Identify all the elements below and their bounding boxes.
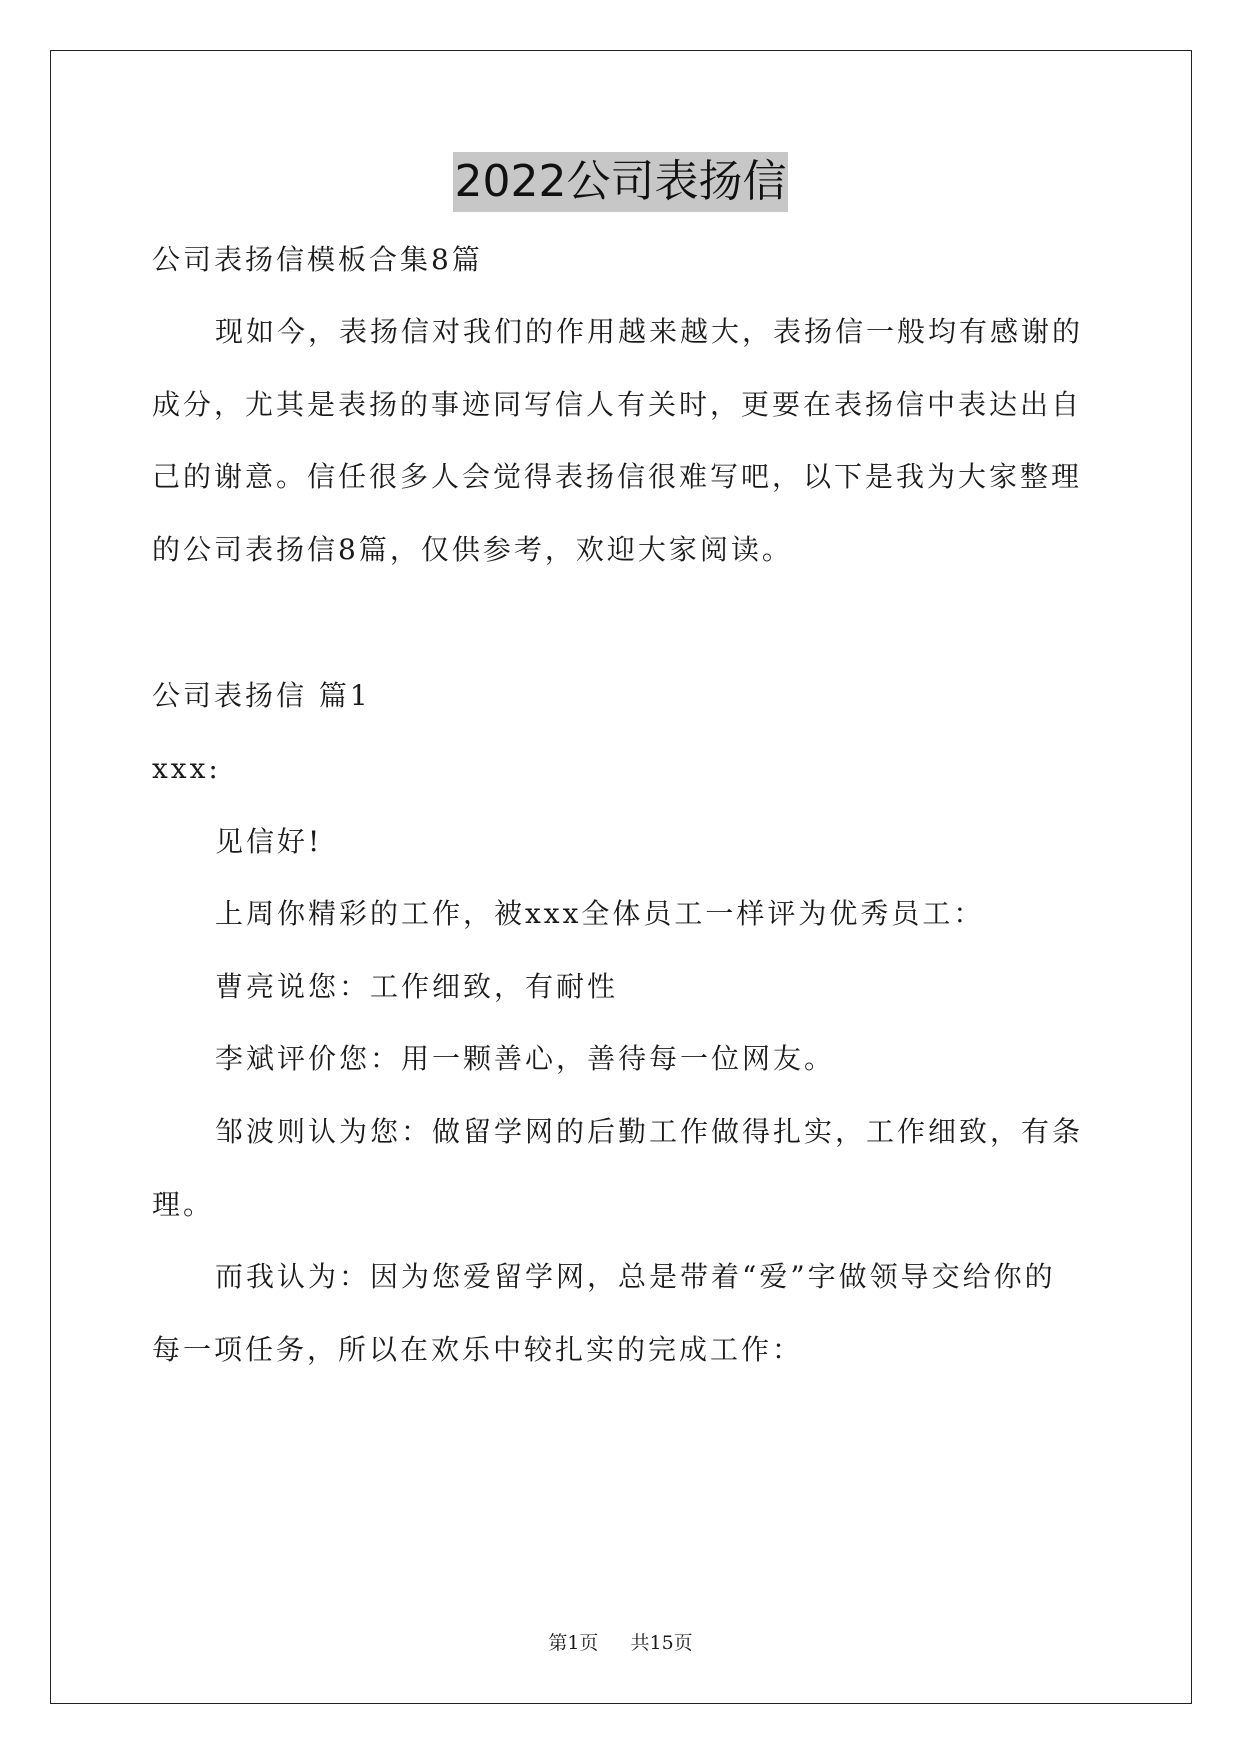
body-line-4: 李斌评价您：用一颗善心，善待每一位网友。 [215, 1042, 836, 1075]
page-footer [0, 1630, 1241, 1656]
document-subtitle: 公司表扬信模板合集8篇 [152, 243, 483, 276]
body-line-1: 见信好! [215, 825, 323, 858]
body-line-6: 理。 [152, 1188, 215, 1221]
document-title: 2022公司表扬信 [453, 152, 789, 212]
intro-line-2: 成分，尤其是表扬的事迹同写信人有关时，更要在表扬信中表达出自 [152, 388, 1083, 421]
section-heading: 公司表扬信 篇1 [152, 679, 371, 712]
body-line-7: 而我认为：因为您爱留学网，总是带着“爱”字做领导交给你的 [215, 1260, 1056, 1293]
page-number-current: 第1页 [548, 1632, 599, 1654]
body-line-5: 邹波则认为您：做留学网的后勤工作做得扎实，工作细致，有条 [215, 1115, 1084, 1148]
intro-line-3: 己的谢意。信任很多人会觉得表扬信很难写吧，以下是我为大家整理 [152, 460, 1083, 493]
salutation: xxx: [152, 752, 221, 785]
body-line-8: 每一项任务，所以在欢乐中较扎实的完成工作： [152, 1333, 804, 1366]
body-line-2: 上周你精彩的工作，被xxx全体员工一样评为优秀员工： [215, 897, 985, 930]
page-border [50, 50, 1192, 1704]
intro-line-4: 的公司表扬信8篇，仅供参考，欢迎大家阅读。 [152, 533, 793, 566]
body-line-3: 曹亮说您：工作细致，有耐性 [215, 970, 619, 1003]
title-container [0, 152, 1241, 212]
page-number-total: 共15页 [630, 1632, 693, 1654]
intro-line-1: 现如今，表扬信对我们的作用越来越大，表扬信一般均有感谢的 [215, 315, 1084, 348]
